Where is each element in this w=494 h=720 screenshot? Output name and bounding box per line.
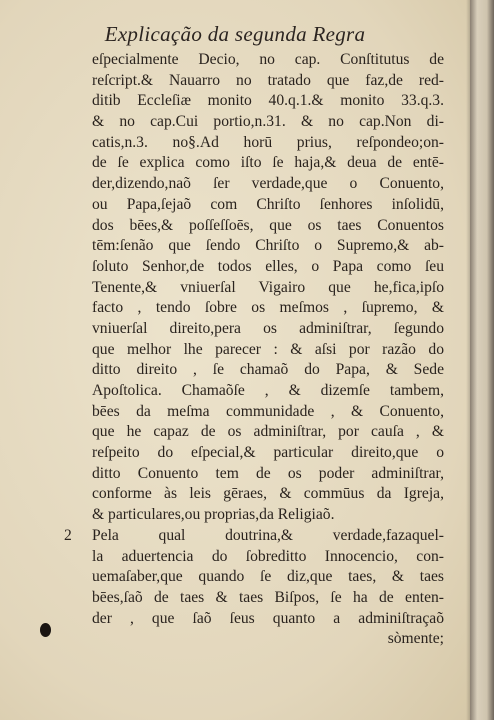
text-line: ditto direito , ſe chamaõ do Papa, & Sede [92,361,444,379]
text-line: ditto Conuento tem de os poder adminiſtrar, [92,464,444,482]
text-line: conforme às leis gēraes, & commūus da Igreja, [92,485,444,503]
text-line: que melhor lhe parecer : & aſsi por razão do [92,340,444,358]
text-line: bēes da meſma communidade , & Conuento, [92,402,444,420]
text-line: bēes,ſaõ de taes & taes Biſpos, ſe ha de enten- [92,588,444,606]
page-body-text [64,50,444,650]
text-line: & no cap.Cui portio,n.31. & no cap.Non di- [92,113,444,131]
text-line: reſpeito do eſpecial,& particular direito,que o [92,444,444,462]
text-line: & particulares,ou proprias,da Religiaõ. [92,506,335,524]
text-line: que he capaz de os adminiſtrar, por cauſa , & [92,423,444,441]
text-line: tēm:ſenão que ſendo Chriſto o Supremo,& ab- [92,237,444,255]
catchword: sòmente; [387,630,444,648]
text-line: uemaſaber,que quando ſe diz,que taes, & taes [92,568,444,586]
text-line: vniuerſal direito,pera os adminiſtrar, ſegundo [92,319,444,337]
text-line: Pela qual doutrina,& verdade,fazaquel- [92,526,444,544]
text-line: ou Papa,ſejaõ com Chriſto ſenhores inſolidū, [92,195,444,213]
text-line: eſpecialmente Decio, no cap. Conſtitutus de [92,51,444,68]
text-line: facto , tendo ſobre os meſmos , ſupremo, & [92,299,444,317]
paragraph-number: 2 [64,526,72,544]
text-line: dos bēes,& poſſeſſoēs, que os taes Conuentos [92,216,444,234]
paragraph-start-line [64,526,444,547]
text-line: Apoſtolica. Chamaõſe , & dizemſe tambem, [92,382,444,399]
text-line: ditib Eccleſiæ monito 40.q.1.& monito 33.q.3. [92,92,444,110]
text-line: la aduertencia do ſobreditto Innocencio, con- [92,547,444,565]
text-line: de ſe explica como iſto ſe haja,& deua de entē- [92,154,444,172]
text-line: Tenente,& vniuerſal Vigairo que he,fica,ipſo [92,278,444,296]
text-line: der,dizendo,naõ ſer verdade,que o Conuento, [92,175,444,193]
binding-edge [470,0,494,720]
text-line: catis,n.3. no§.Ad horū prius, reſpondeo;on- [92,133,444,151]
page-hole [40,623,51,637]
running-heading: Explicação da segunda Regra [104,22,366,46]
text-line: der , que ſaõ ſeus quanto a adminiſtraçaõ [92,609,444,627]
text-line: reſcript.& Nauarro no tratado que faz,de red- [92,71,444,89]
text-line: ſoluto Senhor,de todos elles, o Papa como ſeu [92,257,444,275]
